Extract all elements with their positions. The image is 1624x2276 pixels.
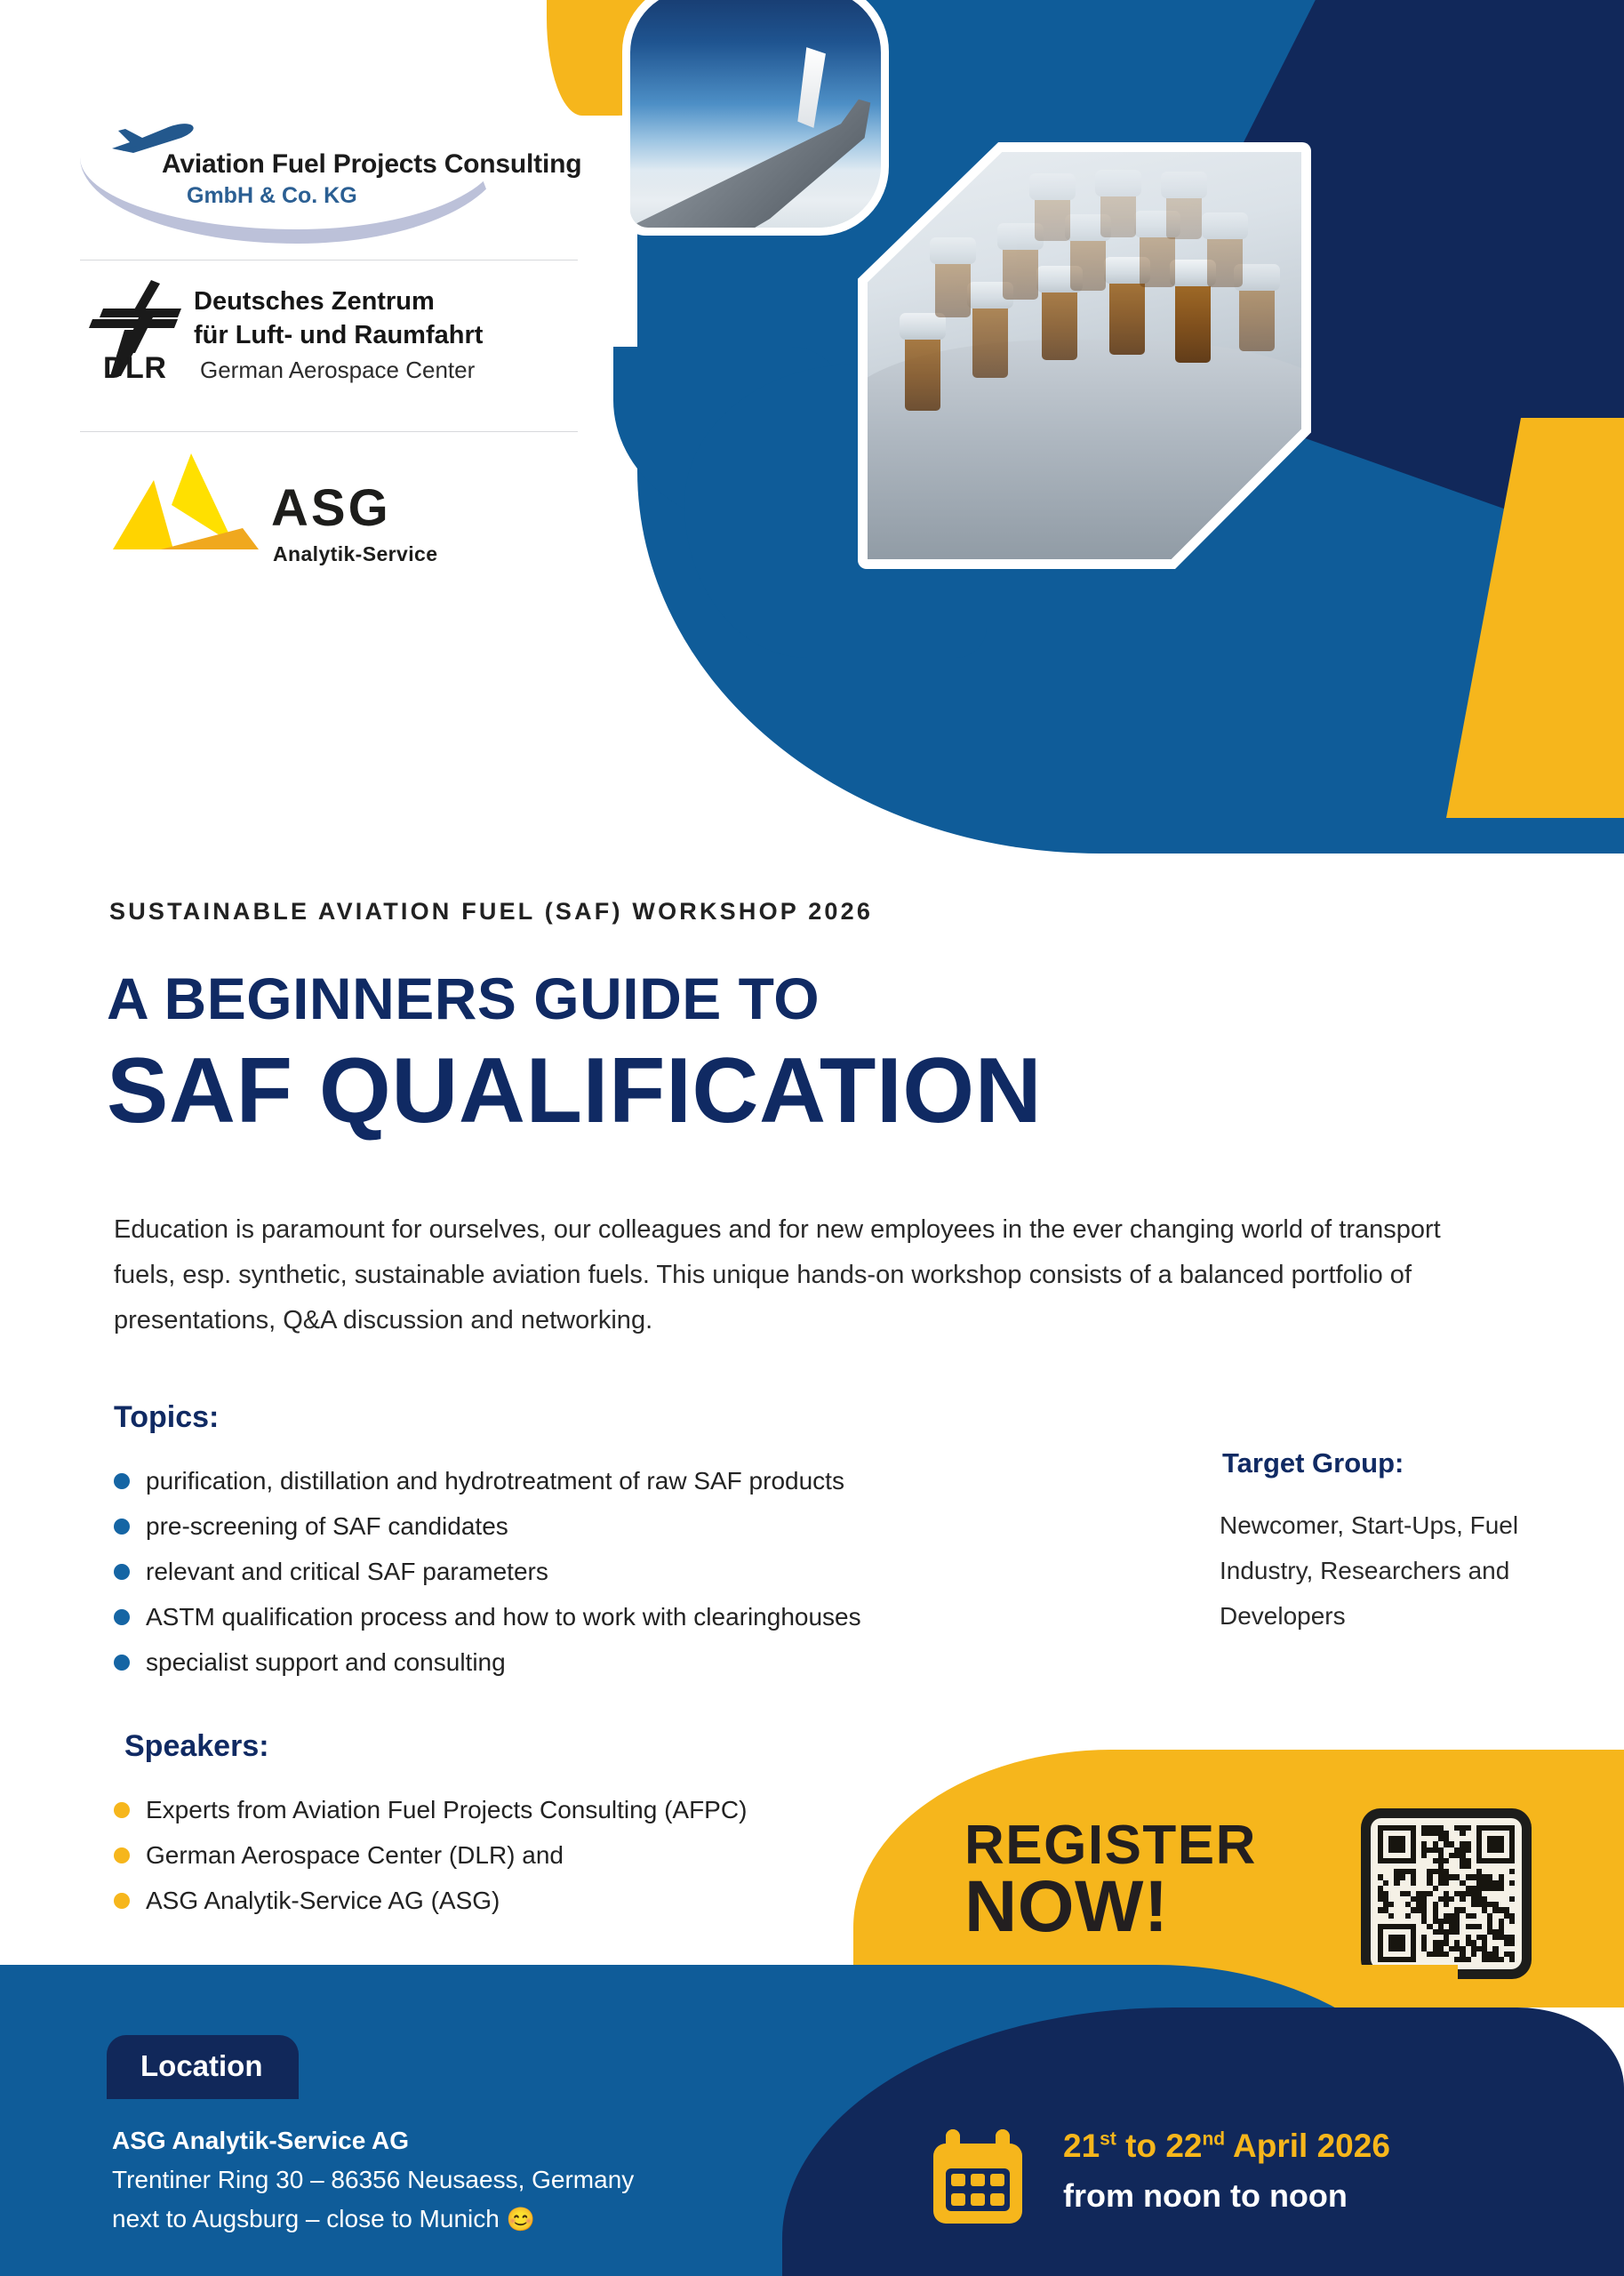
topic-label: ASTM qualification process and how to work with clearinghouses (146, 1603, 861, 1631)
logo-asg (80, 450, 578, 592)
list-item (114, 1549, 1163, 1594)
bullet-dot-icon (114, 1802, 130, 1818)
dlr-line-2: für Luft- und Raumfahrt (194, 321, 484, 349)
page-title-line-2: SAF QUALIFICATION (107, 1039, 1043, 1142)
logo-afpc (80, 107, 582, 240)
date-month-year: April 2026 (1225, 2128, 1390, 2164)
speakers-list (114, 1787, 1020, 1923)
qr-code[interactable] (1361, 1808, 1532, 1979)
list-item (114, 1503, 1163, 1549)
bullet-dot-icon (114, 1519, 130, 1535)
register-label-line-1: REGISTER (964, 1815, 1257, 1876)
logo-dlr (80, 278, 578, 412)
airplane-wing-photo (622, 0, 889, 236)
bullet-dot-icon (114, 1473, 130, 1489)
target-group-body: Newcomer, Start-Ups, Fuel Industry, Researchers and Developers (1220, 1511, 1519, 1630)
eyebrow-text: SUSTAINABLE AVIATION FUEL (SAF) WORKSHOP 2026 (109, 898, 874, 925)
topics-heading: Topics: (114, 1400, 220, 1434)
list-item (114, 1594, 1163, 1639)
speaker-label: German Aerospace Center (DLR) and (146, 1841, 564, 1869)
list-item (114, 1832, 1020, 1878)
calendar-icon (930, 2128, 1026, 2232)
afpc-name: Aviation Fuel Projects Consulting (162, 149, 582, 179)
topic-label: specialist support and consulting (146, 1648, 506, 1676)
topic-label: pre-screening of SAF candidates (146, 1512, 508, 1540)
intro-paragraph: Education is paramount for ourselves, our colleagues and for new employees in the ever changing world of transport fuels, esp. synthetic, sustainable aviation fuels. This unique hands-on workshop consists of a balanced portfolio of presentations, Q&A discussion and networking. (114, 1215, 1441, 1334)
topics-list (114, 1458, 1163, 1685)
bullet-dot-icon (114, 1893, 130, 1909)
location-badge: Location (107, 2035, 299, 2099)
dlr-abbreviation: DLR (103, 351, 167, 385)
topic-label: purification, distillation and hydrotreatment of raw SAF products (146, 1467, 844, 1495)
location-note (112, 2205, 535, 2233)
speaker-label: ASG Analytik-Service AG (ASG) (146, 1887, 500, 1914)
page-title-line-1: A BEGINNERS GUIDE TO (107, 966, 820, 1031)
date-day-start: 21 (1063, 2128, 1100, 2164)
event-date (1063, 2128, 1390, 2165)
list-item (114, 1458, 1163, 1503)
asg-name: ASG (271, 479, 391, 537)
dlr-line-1: Deutsches Zentrum (194, 287, 435, 316)
event-time: from noon to noon (1063, 2177, 1348, 2214)
location-address: Trentiner Ring 30 – 86356 Neusaess, Germany (112, 2166, 635, 2193)
bullet-dot-icon (114, 1609, 130, 1625)
bullet-dot-icon (114, 1847, 130, 1863)
date-day-end-suffix: nd (1202, 2128, 1226, 2150)
asg-tagline: Analytik-Service (273, 542, 438, 565)
list-item (114, 1787, 1020, 1832)
date-day-start-suffix: st (1100, 2128, 1116, 2150)
dlr-line-3: German Aerospace Center (200, 357, 476, 383)
smiley-icon: 😊 (506, 2206, 535, 2232)
list-item (114, 1878, 1020, 1923)
location-company: ASG Analytik-Service AG (112, 2127, 410, 2154)
list-item (114, 1639, 1163, 1685)
asg-triangle-icon (102, 450, 280, 563)
afpc-legal-form: GmbH & Co. KG (187, 183, 357, 208)
speaker-label: Experts from Aviation Fuel Projects Consulting (AFPC) (146, 1796, 748, 1823)
topic-label: relevant and critical SAF parameters (146, 1558, 548, 1585)
logo-divider-2 (80, 431, 578, 432)
qr-code-matrix (1378, 1825, 1515, 1962)
bullet-dot-icon (114, 1655, 130, 1671)
date-connector: to (1116, 2128, 1166, 2164)
register-label-line-2: NOW! (964, 1866, 1169, 1947)
partner-logo-column (80, 107, 582, 592)
target-group-heading: Target Group: (1222, 1447, 1404, 1479)
date-day-end: 22 (1165, 2128, 1203, 2164)
bullet-dot-icon (114, 1564, 130, 1580)
speakers-heading: Speakers: (124, 1729, 269, 1763)
location-note-text: next to Augsburg – close to Munich (112, 2205, 507, 2232)
